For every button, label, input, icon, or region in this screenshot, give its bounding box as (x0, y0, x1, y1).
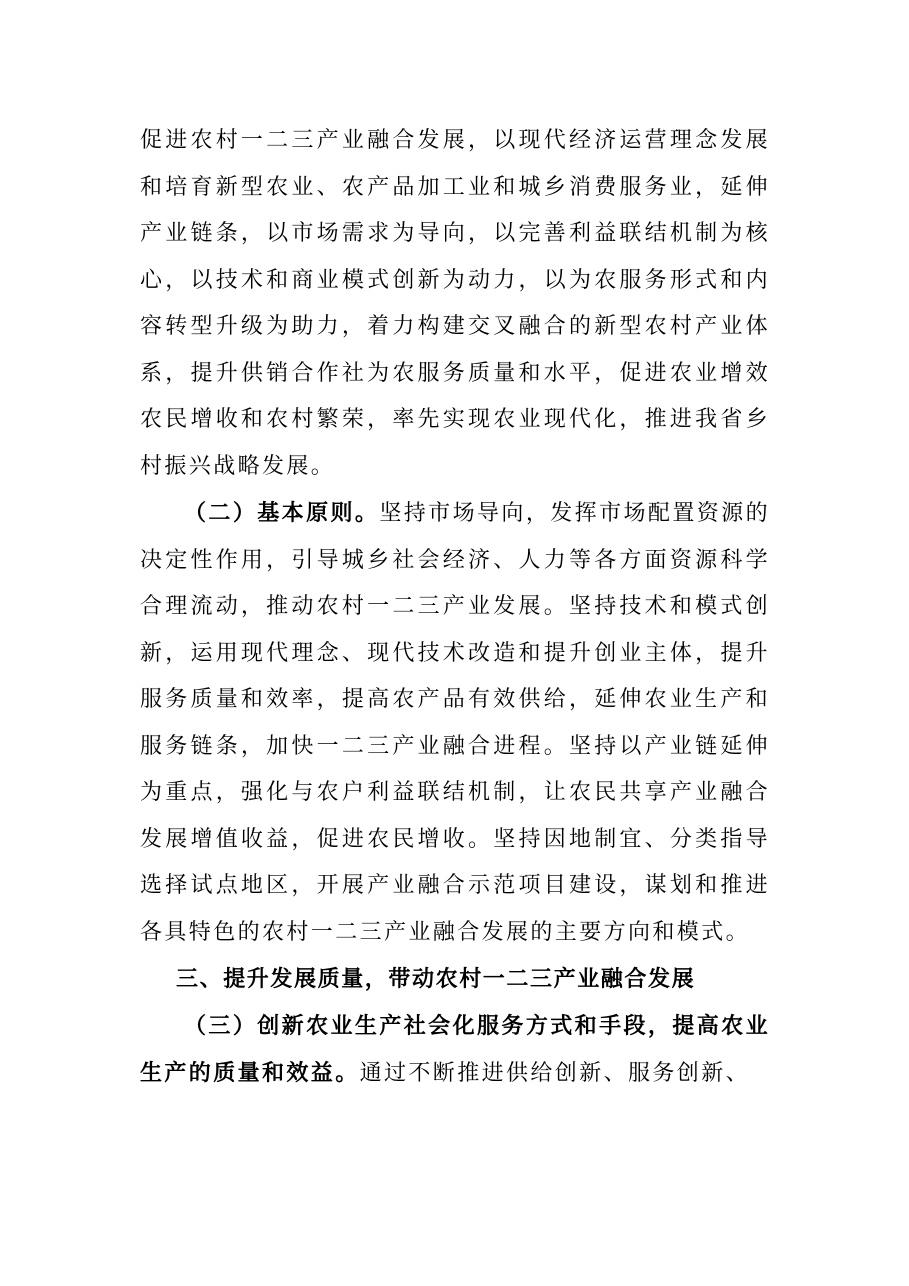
document-body (140, 118, 770, 1098)
paragraph-service-innovation (140, 1003, 770, 1098)
paragraph-service-innovation-body: 通过不断推进供给创新、服务创新、 (359, 1061, 751, 1086)
paragraph-development-goal: 促进农村一二三产业融合发展，以现代经济运营理念发展和培育新型农业、农产品加工业和城乡消费服务业，延伸产业链条，以市场需求为导向，以完善利益联结机制为核心，以技术和商业模式创新为动力，以为农服务形式和内容转型升级为助力，着力构建交叉融合的新型农村产业体系，提升供销合作社为农服务质量和水平，促进农业增效农民增收和农村繁荣，率先实现农业现代化，推进我省乡村振兴战略发展。 (140, 128, 770, 479)
section-lead-service-innovation: （三）创新农业生产社会化服务方式和手段，提高农业生产的质量和效益。 (140, 1012, 770, 1086)
paragraph-basic-principles-body: 坚持市场导向，发挥市场配置资源的决定性作用，引导城乡社会经济、人力等各方面资源科学合理流动，推动农村一二三产业发展。坚持技术和模式创新，运用现代理念、现代技术改造和提升创业主体，提升服务质量和效率，提高农产品有效供给，延伸农业生产和服务链条，加快一二三产业融合进程。坚持以产业链延伸为重点，强化与农户利益联结机制，让农民共享产业融合发展增值收益，促进农民增收。坚持因地制宜、分类指导选择试点地区，开展产业融合示范项目建设，谋划和推进各具特色的农村一二三产业融合发展的主要方向和模式。 (140, 501, 770, 945)
section-heading-3: 三、提升发展质量，带动农村一二三产业融合发展 (176, 966, 696, 992)
section-lead-basic-principles: （二）基本原则。 (184, 500, 380, 526)
paragraph-basic-principles (140, 490, 770, 956)
